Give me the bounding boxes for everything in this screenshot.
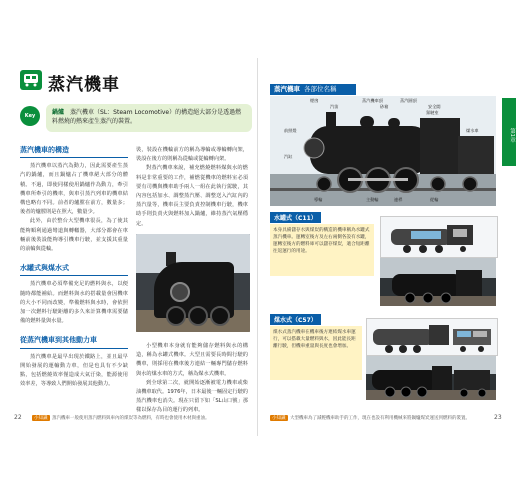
section-title: 水罐式與煤水式	[20, 264, 128, 276]
paragraph: 小型機車本身就有能夠儲存燃料與水的構造，稱為水罐式機車。大型且需要長時間行駛的機車，則採用在機車後方連結一輛專門儲存燃料與水的煤水車的方式，稱為煤水式機車。	[136, 343, 248, 377]
wheel-shape	[210, 306, 230, 326]
paragraph: 蒸汽機車是最早出現於鐵路上，並且最早開始發展的運輸動力車，但是也具有不少缺點，包括燃燒效率僅造成大氣汙染，能源使用效率差，等導致人們開始發展其他動力。	[20, 353, 128, 388]
paragraph: 裝，裝設在機輪前方的稱為導輪或導輪轉向架，裝設在後方的則稱為從輪或從輪轉向架。	[136, 147, 248, 163]
trivia-note: 蒸汽機車一般使用蒸汽燃料與車內的煤炭等為燃料，有時也會使用木材與重油。	[52, 416, 210, 421]
chapter-tab: 第1章	[502, 98, 516, 166]
label-trailing-wheel: 從輪	[430, 197, 439, 202]
column-1	[20, 146, 128, 389]
tender-engine-photo	[366, 356, 496, 400]
label-cylinder: 汽缸	[284, 154, 293, 159]
page-number: 23	[494, 414, 502, 421]
wheel-shape	[166, 306, 186, 326]
label-sandbox: 砂箱	[380, 104, 389, 109]
label-rod: 連桿	[394, 197, 403, 202]
locomotive-drawing	[270, 96, 496, 206]
section-heading	[270, 84, 356, 95]
paragraph: 蒸汽機車必須準備充足的燃料與水，以便隨時都能補給。而燃料與水的搭載量會因機車的大小不同而改變，準備燃料與水時，會依照加一次燃料行駛距離的多久來計算機車需要儲備的燃料量與水量。	[20, 281, 128, 325]
page-title: 蒸汽機車	[48, 75, 120, 95]
tank-engine-diagram	[380, 216, 498, 258]
train-icon	[20, 70, 42, 90]
section-title: 從蒸汽機車到其他動力車	[20, 336, 128, 348]
left-page	[14, 58, 254, 436]
key-point-body: 蒸汽機車（SL：Steam Locomotive）的構造絕大部分是透過燃料燃燒的熱來產生蒸汽的裝置。	[52, 109, 242, 125]
wheel-shape	[188, 306, 208, 326]
locomotive-parts-diagram	[270, 96, 496, 206]
page-footer	[262, 414, 512, 424]
tank-engine-title: 水罐式（C11）	[270, 212, 321, 223]
column-2	[136, 146, 248, 229]
label-safety-valve: 安全閥	[428, 104, 441, 109]
label-headlight: 前照燈	[284, 128, 297, 133]
paragraph: 到全球第二次，就開始逐漸被電力機車或柴油機車取代。1976年，日本最後一輛固定行駛的蒸汽機車也消失。現在只留下如「SL山口號」那樣以保存為目的運行的列車。	[136, 379, 248, 414]
label-dome: 蒸汽機車頂	[362, 98, 383, 103]
label-steam-dome: 蒸汽圓頂	[400, 98, 417, 103]
key-point-text	[46, 104, 252, 132]
steam-locomotive-photo	[136, 234, 250, 332]
label-driving-wheel: 主動輪	[366, 197, 379, 202]
section-heading-main: 蒸汽機車	[274, 85, 300, 93]
label-cab: 駕駛室	[426, 110, 439, 115]
tank-engine-photo	[380, 258, 496, 306]
column-3	[136, 342, 248, 416]
trivia-note: 大型機車為了減輕機車助手的工作，現在也設有利用機械來將鍋爐煤炭運送到燃料的裝置。	[290, 416, 470, 421]
label-chimney: 煙囪	[310, 98, 319, 103]
right-page	[262, 58, 515, 436]
tender-engine-title: 煤水式（C57）	[270, 314, 321, 325]
key-point-icon: Key Point	[20, 106, 40, 126]
paragraph: 此外，由於整台大型機車很長，為了使其能夠順利通過彎道與轉轍器，大部分都會在車輛前後裝設能夠導引機車行駛，並支援其重量的前輪與從輪。	[20, 218, 128, 253]
headplate-shape	[170, 282, 190, 302]
label-tender: 煤水車	[466, 128, 479, 133]
tender-engine-diagram	[366, 318, 498, 356]
page-number: 22	[14, 414, 22, 421]
page-gutter	[257, 58, 258, 436]
paragraph: 對蒸汽機車來說，補充燃燒燃料煤與水的燃料是非常重要的工作，補燃從機車的燃料室必須要有司機與機車助手兩人一組在此執行駕駛，其內容包括加水、調整蒸汽壓、調整送入汽缸內的蒸汽量等，機車長主要負責控制機車行駛，機車助手則負責火與燃料加入鍋爐，維持蒸汽氣壓穩定。	[136, 165, 248, 227]
tender-engine-desc: 煤水式蒸汽機車在機車後方連結煤水車運行，可以搭載大量燃料與水，因此能長距離行駛，但機車重量與長度也會增加。	[270, 326, 362, 380]
label-whistle: 汽笛	[330, 104, 339, 109]
paragraph: 蒸汽機車以蒸汽為動力，因此需要產生蒸汽的鍋爐，而且鍋爐占了機車絕大部分的體積。不過，即使同樣使用鍋爐作為動力，牽引機車所牽引的機車，與車引蒸汽列車的機車結構也略有不同。前者的爐膛在前方，數量多；後者的爐膛則是在照大，數量少。	[20, 163, 128, 216]
page-footer	[14, 414, 254, 424]
section-title: 蒸汽機車的構造	[20, 146, 128, 158]
tank-engine-desc: 本身具備儲存水與煤炭的構造的機車稱為水罐式蒸汽機車。運轉室後方及左右兩側各設有水罐，運轉室後方的燃料庫可以儲存煤炭，適合短距離往返運行的用途。	[270, 224, 374, 276]
key-point-box	[14, 104, 254, 139]
section-heading-sub: 各部位名稱	[304, 85, 337, 93]
trivia-label: 小知識	[272, 416, 286, 421]
chapter-title-block	[14, 58, 254, 98]
label-leading-wheel: 導輪	[314, 197, 323, 202]
trivia-label: 小知識	[34, 416, 48, 421]
key-point-label: 鍋爐	[52, 109, 65, 116]
